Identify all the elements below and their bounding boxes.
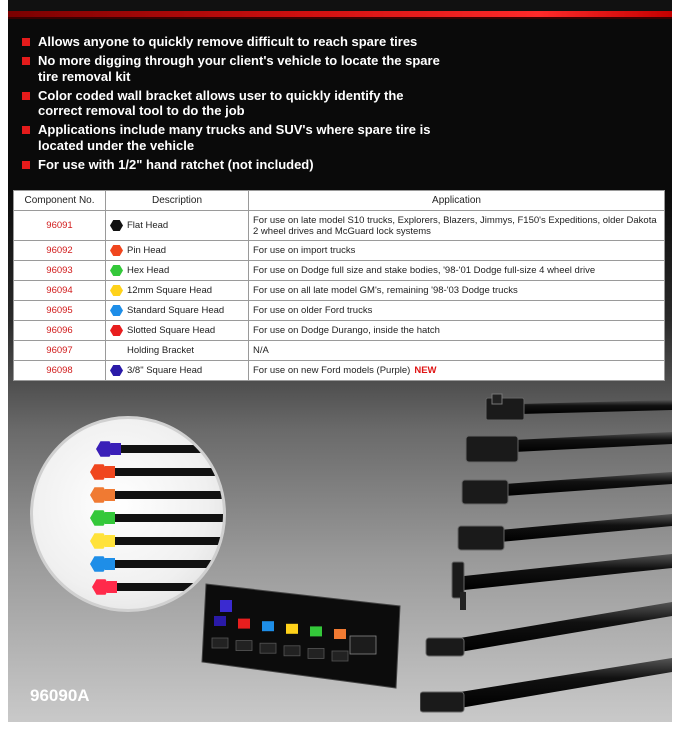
- bracket-hook-6: [332, 651, 348, 661]
- component-description: Standard Square Head: [127, 305, 225, 316]
- color-tool-4: [90, 510, 226, 526]
- tool-shaft-5: [452, 554, 672, 610]
- component-application: For use on import trucks: [253, 245, 356, 256]
- component-description: 3/8" Square Head: [127, 365, 203, 376]
- component-application-cell: [249, 241, 665, 261]
- component-number: 96097: [14, 341, 106, 361]
- feature-item: Color coded wall bracket allows user to quickly identify the correct removal tool to do the job: [22, 88, 442, 119]
- component-application: For use on older Ford trucks: [253, 305, 373, 316]
- table-row: [14, 211, 665, 241]
- hex-color-swatch-icon: [110, 265, 123, 276]
- component-description-cell: [106, 281, 249, 301]
- column-header-application: Application: [249, 191, 665, 211]
- bracket-hook-3: [260, 643, 276, 653]
- component-application-cell: [249, 361, 665, 381]
- table-row: [14, 281, 665, 301]
- component-number: 96095: [14, 301, 106, 321]
- table-row: [14, 341, 665, 361]
- component-application: For use on late model S10 trucks, Explorers, Blazers, Jimmys, F150's Expeditions, older Dakota 2 wheel drives and McGuard lock systems: [253, 214, 657, 237]
- table-row: [14, 361, 665, 381]
- hex-color-swatch-icon: [110, 325, 123, 336]
- component-number: 96096: [14, 321, 106, 341]
- component-application: For use on all late model GM's, remaining '98-'03 Dodge trucks: [253, 285, 518, 296]
- component-description-cell: [106, 361, 249, 381]
- bracket-hook-5: [308, 648, 324, 658]
- red-square-bullet-icon: [22, 92, 30, 100]
- tool-shaft-2: [466, 432, 672, 462]
- bracket-slot-3: [262, 621, 274, 631]
- bracket-hook-4: [284, 646, 300, 656]
- component-table: [13, 190, 665, 381]
- bracket-slot-5: [310, 626, 322, 636]
- hex-color-swatch-icon: [110, 285, 123, 296]
- feature-list: [22, 34, 442, 176]
- component-application: For use on Dodge full size and stake bodies, '98-'01 Dodge full-size 4 wheel drive: [253, 265, 596, 276]
- color-tool-2: [90, 464, 226, 480]
- tool-shaft-6: [426, 602, 672, 656]
- new-badge: NEW: [414, 365, 437, 376]
- tool-shaft-4: [458, 514, 672, 550]
- component-description-cell: [106, 211, 249, 241]
- component-description: Holding Bracket: [127, 345, 195, 356]
- component-number: 96098: [14, 361, 106, 381]
- barcode-label-icon: [350, 636, 376, 654]
- logo-square-icon: [220, 600, 232, 612]
- feature-item: For use with 1/2" hand ratchet (not included): [22, 157, 442, 173]
- color-tool-1: [96, 441, 226, 457]
- component-application: For use on Dodge Durango, inside the hatch: [253, 325, 440, 336]
- component-application-cell: [249, 321, 665, 341]
- bracket-slot-4: [286, 624, 298, 634]
- feature-item: Allows anyone to quickly remove difficult to reach spare tires: [22, 34, 442, 50]
- component-application-cell: [249, 341, 665, 361]
- red-square-bullet-icon: [22, 57, 30, 65]
- component-application-cell: [249, 261, 665, 281]
- removal-tools-illustration: [420, 392, 672, 722]
- bracket-slot-1: [214, 616, 226, 626]
- component-description-cell: [106, 261, 249, 281]
- hex-color-swatch-icon: [110, 305, 123, 316]
- table-row: [14, 301, 665, 321]
- hex-color-swatch-icon: [110, 345, 123, 356]
- component-description: Pin Head: [127, 245, 167, 256]
- column-header-component: Component No.: [14, 191, 106, 211]
- bracket-slot-2: [238, 619, 250, 629]
- bracket-hook-1: [212, 638, 228, 648]
- component-description-cell: [106, 241, 249, 261]
- bracket-hook-2: [236, 641, 252, 651]
- top-dark-band: [8, 0, 672, 11]
- component-application-cell: [249, 301, 665, 321]
- red-square-bullet-icon: [22, 38, 30, 46]
- bracket-slot-6: [334, 629, 346, 639]
- tool-shaft-3: [462, 472, 672, 504]
- red-square-bullet-icon: [22, 126, 30, 134]
- component-description: 12mm Square Head: [127, 285, 213, 296]
- color-tool-6: [90, 556, 226, 572]
- color-tool-5: [90, 533, 226, 549]
- table-row: [14, 241, 665, 261]
- component-description: Slotted Square Head: [127, 325, 216, 336]
- component-number: 96094: [14, 281, 106, 301]
- column-header-description: Description: [106, 191, 249, 211]
- component-application: N/A: [253, 345, 269, 356]
- component-description: Flat Head: [127, 220, 169, 231]
- hex-color-swatch-icon: [110, 220, 123, 231]
- color-tool-3: [90, 487, 226, 503]
- hex-color-swatch-icon: [110, 245, 123, 256]
- table-header-row: [14, 191, 665, 211]
- component-number: 96093: [14, 261, 106, 281]
- feature-item: Applications include many trucks and SUV's where spare tire is located under the vehicle: [22, 122, 442, 153]
- feature-item: No more digging through your client's vehicle to locate the spare tire removal kit: [22, 53, 442, 84]
- hex-color-swatch-icon: [110, 365, 123, 376]
- component-application: For use on new Ford models (Purple): [253, 365, 411, 376]
- top-band-shadow: [8, 17, 672, 19]
- red-square-bullet-icon: [22, 161, 30, 169]
- component-application-cell: [249, 211, 665, 241]
- color-coded-tool-tips: [33, 419, 226, 612]
- tool-shaft-1: [486, 394, 672, 420]
- component-application-cell: [249, 281, 665, 301]
- component-number: 96091: [14, 211, 106, 241]
- tool-shaft-7: [420, 658, 672, 712]
- component-number: 96092: [14, 241, 106, 261]
- table-row: [14, 261, 665, 281]
- holding-bracket-illustration: [200, 580, 406, 692]
- model-number: 96090A: [30, 686, 90, 705]
- component-description-cell: [106, 321, 249, 341]
- color-coded-tools-closeup: [30, 416, 226, 612]
- component-description: Hex Head: [127, 265, 170, 276]
- component-description-cell: [106, 341, 249, 361]
- component-description-cell: [106, 301, 249, 321]
- table-row: [14, 321, 665, 341]
